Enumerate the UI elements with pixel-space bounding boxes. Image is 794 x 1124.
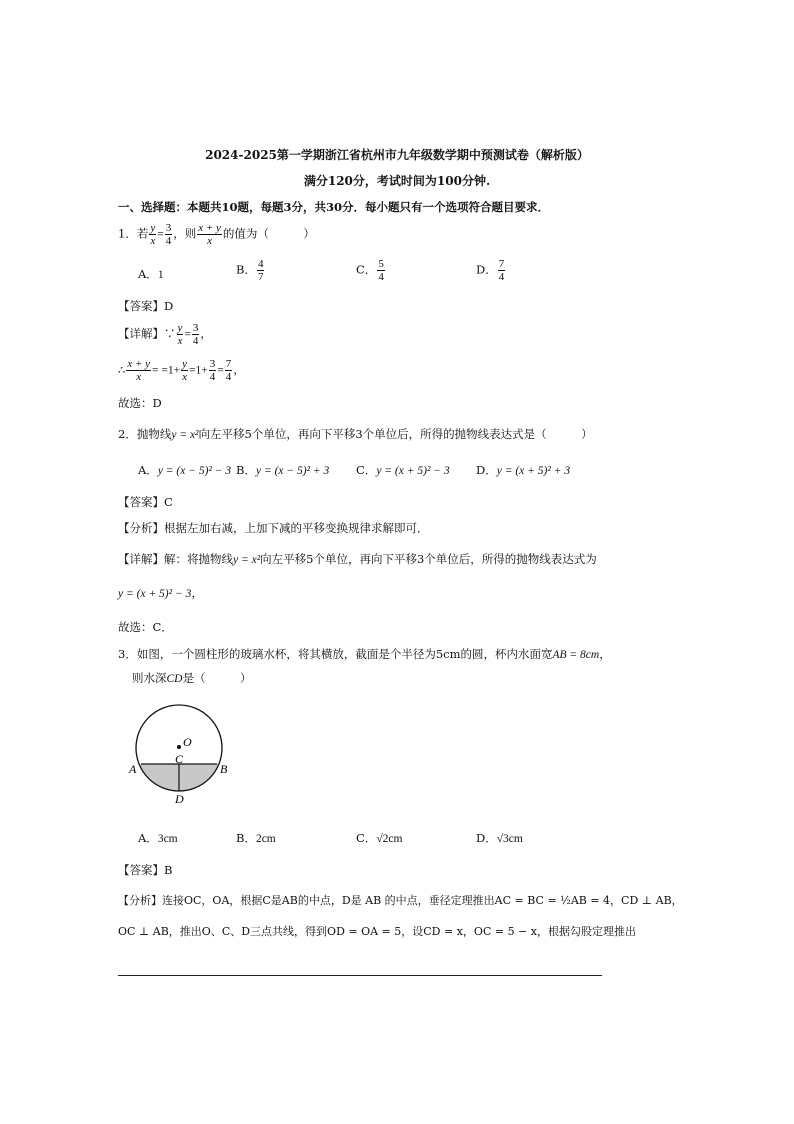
q2-stem: 2．抛物线y = x²向左平移5个单位，再向下平移3个单位后，所得的抛物线表达式是（ ） [118,427,593,441]
q3-analysis-line1: 【分析】连接OC，OA，根据C是AB的中点，D是 AB 的中点，垂径定理推出AC = BC = ½AB = 4，CD ⊥ AB， [118,894,683,907]
label-c: C [175,752,184,766]
label-d: D [175,792,184,806]
q3-option-c: C．√2cm [356,831,403,845]
q1-number: 1．若 [118,226,149,241]
q1-frac-3-4: $\frac{3}{4}$ [165,222,172,247]
center-point [177,745,181,749]
footer-rule [118,975,602,976]
q1-therefore: ∴ $\frac{x + y}{x}$ = =1+ $\frac{y}{x}$ =1+ $\frac{3}{4}$ = $\frac{7}{4}$ ， [118,358,245,383]
label-o: O [183,735,192,749]
q1-option-b: B． $\frac{4}{7}$ [236,258,264,283]
q2-result: y = (x + 5)² − 3， [118,588,203,600]
q3-option-b: B．2cm [236,831,276,845]
q1-conclusion: 故选：D [118,396,162,410]
q3-option-a: A．3cm [138,831,178,845]
page-title: 2024-2025第一学期浙江省杭州市九年级数学期中预测试卷（解析版） [205,148,589,162]
q2-option-b: B．y = (x − 5)² + 3 [236,463,330,477]
section-heading: 一、选择题：本题共10题，每题3分，共30分．每小题只有一个选项符合题目要求． [118,200,550,214]
q3-answer: 【答案】B [118,863,173,877]
q2-detail: 【详解】解：将抛物线y = x²向左平移5个单位，再向下平移3个单位后，所得的抛物线表达式为 [118,552,597,566]
q1-answer: 【答案】D [118,299,174,313]
page-subtitle: 满分120分，考试时间为100分钟. [303,174,491,188]
q1-frac-y-over-x: $\frac{y}{x}$ [150,222,156,247]
q2-conclusion: 故选：C． [118,620,173,634]
q3-stem-line2: 则水深CD是（ ） [132,671,252,685]
q2-option-c: C．y = (x + 5)² − 3 [356,463,450,477]
q1-detail: 【详解】∵ $\frac{y}{x}$ = $\frac{3}{4}$ ， [118,322,212,347]
q1-option-a: A．1 [138,267,164,281]
q3-option-d: D．√3cm [476,831,523,845]
q1-frac-xy-over-x: $\frac{x + y}{x}$ [198,222,221,247]
q1-tail: 的值为（ ） [222,226,315,241]
q1-mid: ，则 [173,226,197,241]
label-a: A [129,762,137,776]
q1-stem [118,222,315,247]
q2-option-d: D．y = (x + 5)² + 3 [476,463,571,477]
label-b: B [220,762,228,776]
water-region [120,764,250,810]
q3-circle-figure [120,700,250,810]
q3-stem: 3．如图，一个圆柱形的玻璃水杯，将其横放，截面是个半径为5cm的圆，杯内水面宽AB = 8cm， [118,647,611,661]
q2-option-a: A．y = (x − 5)² − 3 [138,463,232,477]
q3-analysis-line2: OC ⊥ AB，推出O、C、D三点共线，得到OD = OA = 5，设CD = x，OC = 5 − x，根据勾股定理推出 [118,925,636,938]
q1-eq: = [157,228,164,241]
q1-option-d: D． $\frac{7}{4}$ [476,258,505,283]
q2-answer: 【答案】C [118,495,173,509]
q2-analysis: 【分析】根据左加右减，上加下减的平移变换规律求解即可． [118,521,429,535]
q1-option-c: C． $\frac{5}{4}$ [356,258,384,283]
